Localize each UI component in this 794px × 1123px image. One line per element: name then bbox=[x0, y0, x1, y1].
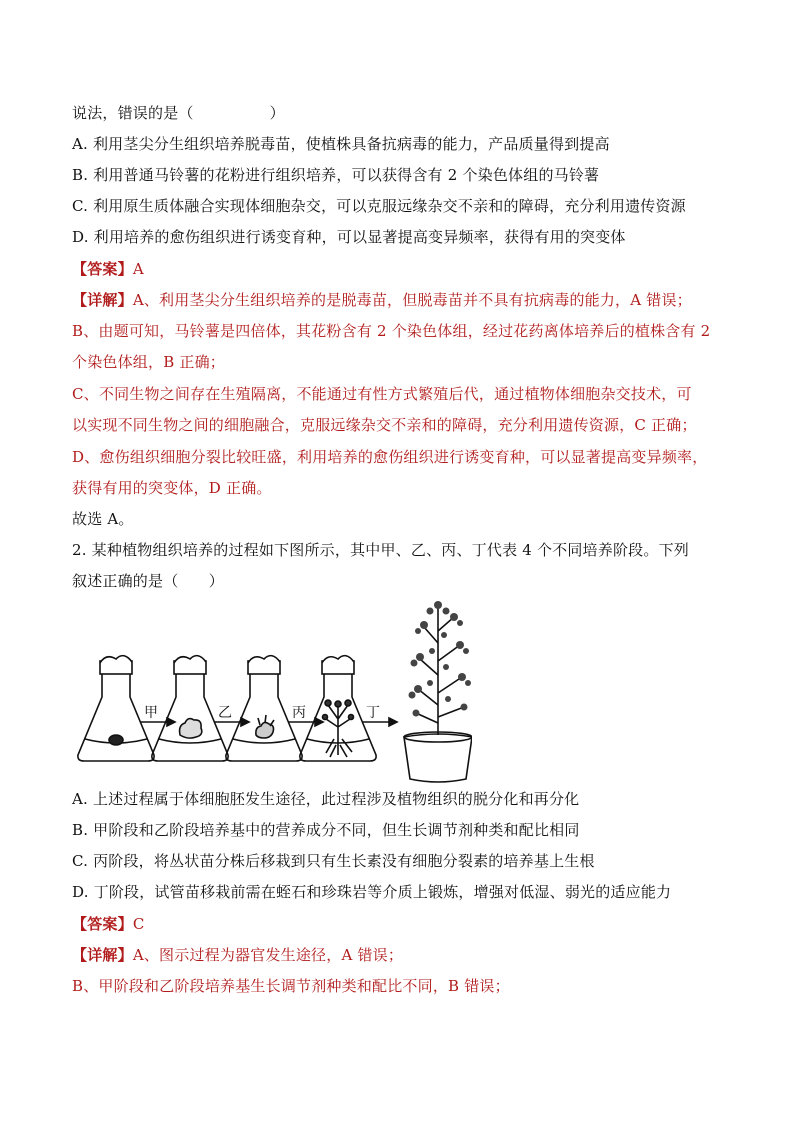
q1-option-c: C. 利用原生质体融合实现体细胞杂交，可以克服远缘杂交不亲和的障碍，充分利用遗传资源 bbox=[72, 197, 686, 215]
q1-stem-tail: 说法，错误的是（ ） bbox=[72, 104, 285, 122]
flask-2-icon bbox=[152, 656, 228, 761]
q2-detail-line-1: 【详解】A、图示过程为器官发生途径，A 错误； bbox=[72, 946, 404, 964]
q1-detail-line-4: C、不同生物之间存在生殖隔离，不能通过有性方式繁殖后代，通过植物体细胞杂交技术，可 bbox=[72, 385, 692, 403]
stage-label-ding: 丁 bbox=[366, 705, 380, 721]
potted-plant-icon bbox=[404, 601, 472, 782]
q1-detail-line-6: D、愈伤组织细胞分裂比较旺盛，利用培养的愈伤组织进行诱变育种，可以显著提高变异频率， bbox=[72, 448, 708, 466]
stage-label-jia: 甲 bbox=[144, 705, 158, 721]
q2-detail-line-2: B、甲阶段和乙阶段培养基生长调节剂种类和配比不同，B 错误； bbox=[72, 977, 510, 995]
stage-label-yi: 乙 bbox=[218, 705, 232, 721]
q1-detail-line-2: B、由题可知，马铃薯是四倍体，其花粉含有 2 个染色体组，经过花药离体培养后的植株含有 2 bbox=[72, 322, 711, 340]
q1-detail-label: 【详解】 bbox=[72, 291, 133, 309]
flask-1-icon bbox=[78, 656, 154, 761]
q1-detail-line-7: 获得有用的突变体，D 正确。 bbox=[72, 479, 272, 497]
stage-label-bing: 丙 bbox=[292, 705, 306, 721]
q2-answer-label: 【答案】 bbox=[72, 915, 133, 933]
flask-3-icon bbox=[226, 656, 302, 761]
q2-option-a: A. 上述过程属于体细胞胚发生途径，此过程涉及植物组织的脱分化和再分化 bbox=[72, 790, 580, 808]
q2-detail-label: 【详解】 bbox=[72, 946, 133, 964]
q1-option-a: A. 利用茎尖分生组织培养脱毒苗，使植株具备抗病毒的能力，产品质量得到提高 bbox=[72, 135, 610, 153]
q1-answer bbox=[72, 259, 144, 279]
flask-4-icon bbox=[300, 656, 376, 761]
q1-detail-line-5: 以实现不同生物之间的细胞融合，克服远缘杂交不亲和的障碍，充分利用遗传资源，C 正确； bbox=[72, 416, 697, 434]
tissue-culture-figure bbox=[72, 595, 472, 785]
q1-answer-value: A bbox=[132, 260, 144, 278]
q2-option-d: D. 丁阶段，试管苗移栽前需在蛭石和珍珠岩等介质上锻炼，增强对低湿、弱光的适应能力 bbox=[72, 883, 672, 901]
q2-answer-value: C bbox=[132, 915, 145, 933]
q1-detail-line-3: 个染色体组，B 正确； bbox=[72, 353, 225, 371]
q2-stem-line-1: 2. 某种植物组织培养的过程如下图所示，其中甲、乙、丙、丁代表 4 个不同培养阶段。下列 bbox=[72, 541, 689, 559]
q1-detail-line-1: 【详解】A、利用茎尖分生组织培养的是脱毒苗，但脱毒苗并不具有抗病毒的能力，A 错误； bbox=[72, 291, 692, 309]
q2-answer bbox=[72, 914, 145, 934]
q2-stem-line-2: 叙述正确的是（ ） bbox=[72, 572, 225, 590]
q2-option-c: C. 丙阶段，将丛状苗分株后移栽到只有生长素没有细胞分裂素的培养基上生根 bbox=[72, 852, 595, 870]
q1-conclusion: 故选 A。 bbox=[72, 510, 134, 528]
q1-option-d: D. 利用培养的愈伤组织进行诱变育种，可以显著提高变异频率，获得有用的突变体 bbox=[72, 228, 626, 246]
q1-answer-label: 【答案】 bbox=[72, 260, 133, 278]
q2-option-b: B. 甲阶段和乙阶段培养基中的营养成分不同，但生长调节剂种类和配比相同 bbox=[72, 821, 580, 839]
q1-option-b: B. 利用普通马铃薯的花粉进行组织培养，可以获得含有 2 个染色体组的马铃薯 bbox=[72, 166, 600, 184]
